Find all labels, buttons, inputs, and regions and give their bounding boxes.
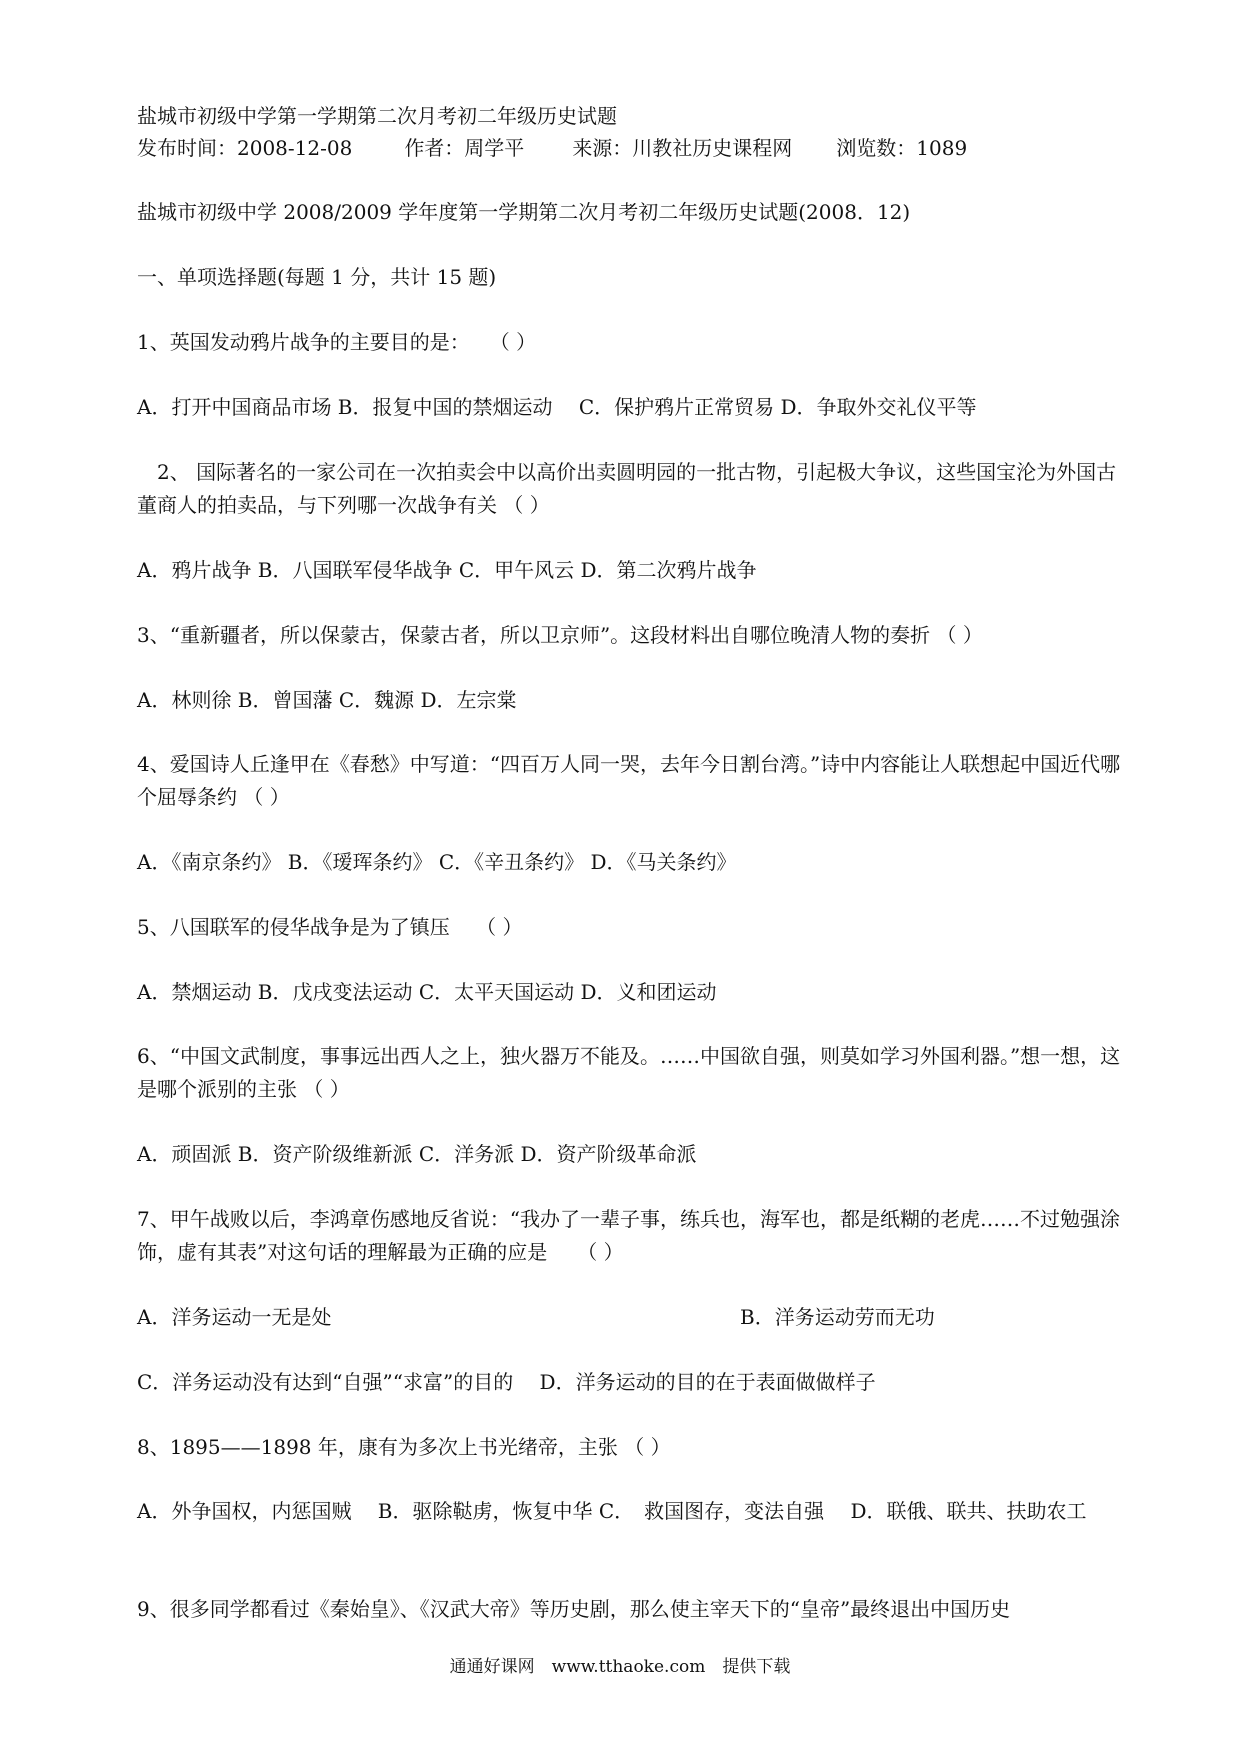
- page-title: 盐城市初级中学第一学期第二次月考初二年级历史试题: [137, 104, 617, 128]
- section-heading: 一、单项选择题(每题 1 分，共计 15 题): [137, 265, 497, 289]
- option-7a: A．洋务运动一无是处: [137, 1305, 332, 1329]
- question-8: 8、1895——1898 年，康有为多次上书光绪帝，主张 （ ）: [137, 1435, 671, 1459]
- options-4: A．《南京条约》 B．《瑷珲条约》 C．《辛丑条约》 D．《马关条约》: [137, 850, 737, 874]
- options-6: A．顽固派 B．资产阶级维新派 C．洋务派 D．资产阶级革命派: [137, 1142, 697, 1166]
- question-1: 1、英国发动鸦片战争的主要目的是： （ ）: [137, 330, 537, 354]
- exam-subtitle: 盐城市初级中学 2008/2009 学年度第一学期第二次月考初二年级历史试题(2008．12): [137, 200, 911, 224]
- options-1: A．打开中国商品市场 B．报复中国的禁烟运动 C．保护鸦片正常贸易 D．争取外交礼仪平等: [137, 395, 977, 419]
- question-2: 2、 国际著名的一家公司在一次拍卖会中以高价出卖圆明园的一批古物，引起极大争议，这些国宝沦为外国古董商人的拍卖品，与下列哪一次战争有关 （ ）: [137, 460, 1117, 517]
- question-9: 9、很多同学都看过《秦始皇》、《汉武大帝》等历史剧，那么使主宰天下的“皇帝”最终退出中国历史: [137, 1597, 1011, 1621]
- options-8: A．外争国权，内惩国贼 B．驱除鞑虏，恢复中华 C． 救国图存，变法自强 D．联俄、联共、扶助农工: [137, 1499, 1087, 1523]
- options-3: A．林则徐 B．曾国藩 C．魏源 D．左宗棠: [137, 688, 517, 712]
- footer-credit: 通通好课网 www.tthaoke.com 提供下载: [449, 1657, 791, 1677]
- options-2: A．鸦片战争 B．八国联军侵华战争 C．甲午风云 D．第二次鸦片战争: [137, 558, 757, 582]
- question-3: 3、“重新疆者，所以保蒙古，保蒙古者，所以卫京师”。这段材料出自哪位晚清人物的奏折 （ ）: [137, 623, 983, 647]
- question-5: 5、八国联军的侵华战争是为了镇压 （ ）: [137, 915, 523, 939]
- options-7cd: C．洋务运动没有达到“自强”“求富”的目的 D．洋务运动的目的在于表面做做样子: [137, 1370, 876, 1394]
- view-count: 浏览数：1089: [836, 136, 968, 160]
- option-7b: B．洋务运动劳而无功: [740, 1305, 935, 1329]
- question-6: 6、“中国文武制度，事事远出西人之上，独火器万不能及。……中国欲自强，则莫如学习外国利器。”想一想，这是哪个派别的主张 （ ）: [137, 1044, 1121, 1101]
- author: 作者：周学平: [404, 136, 525, 160]
- meta-line: [137, 133, 967, 163]
- options-5: A．禁烟运动 B．戊戌变法运动 C．太平天国运动 D．义和团运动: [137, 980, 717, 1004]
- question-7: 7、甲午战败以后，李鸿章伤感地反省说：“我办了一辈子事，练兵也，海军也，都是纸糊的老虎……不过勉强涂饰，虚有其表”对这句话的理解最为正确的应是 （ ）: [137, 1207, 1120, 1264]
- question-4: 4、爱国诗人丘逢甲在《春愁》中写道：“四百万人同一哭，去年今日割台湾。”诗中内容能让人联想起中国近代哪个屈辱条约 （ ）: [137, 752, 1121, 809]
- source: 来源：川教社历史课程网: [572, 136, 793, 160]
- publish-date: 发布时间：2008-12-08: [137, 136, 353, 160]
